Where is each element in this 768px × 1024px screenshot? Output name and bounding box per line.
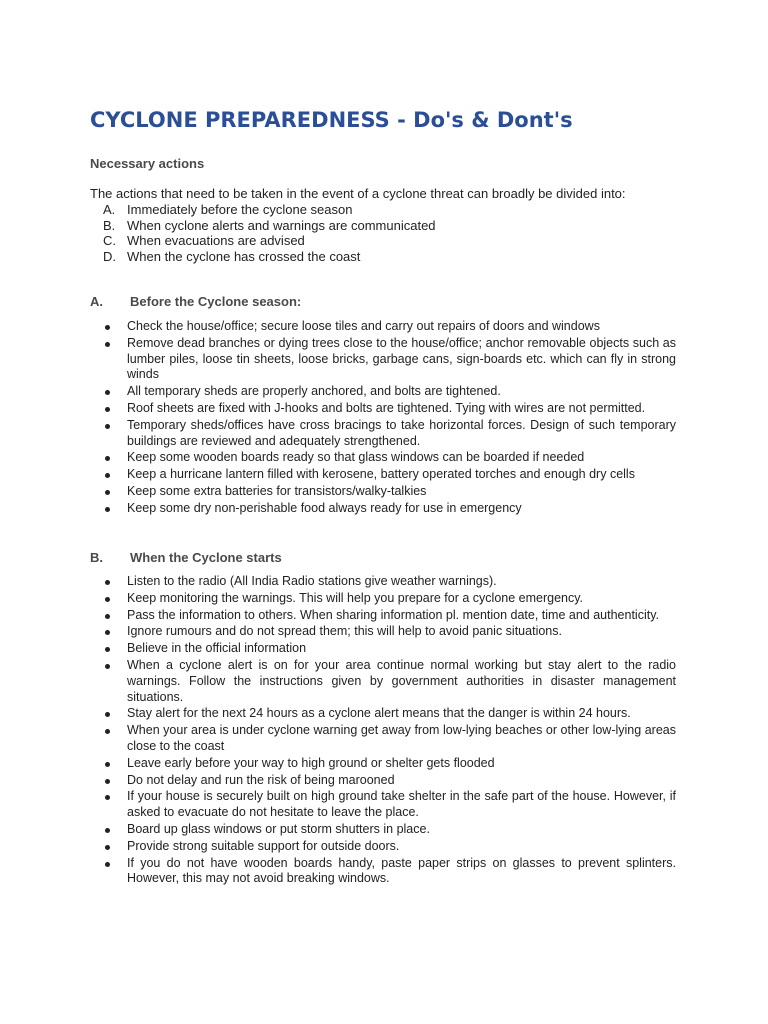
list-item: Remove dead branches or dying trees close to the house/office; anchor removable objects such as lumber piles, loose tin sheets, loose bricks, garbage cans, sign-boards etc. which can fly in strong winds [90, 336, 676, 383]
document-title: CYCLONE PREPAREDNESS - Do's & Dont's [90, 108, 573, 132]
bullet-icon [105, 828, 110, 833]
list-item: Temporary sheds/offices have cross bracings to take horizontal forces. Design of such temporary buildings are reviewed and adequately strengthened. [90, 418, 676, 450]
bullet-icon [105, 795, 110, 800]
bullet-icon [105, 845, 110, 850]
bullet-icon [105, 647, 110, 652]
bullet-icon [105, 712, 110, 717]
list-item: All temporary sheds are properly anchored, and bolts are tightened. [90, 384, 676, 400]
intro-paragraph: The actions that need to be taken in the event of a cyclone threat can broadly be divided into: [90, 186, 626, 201]
bullet-icon [105, 779, 110, 784]
bullet-icon [105, 456, 110, 461]
bullet-icon [105, 664, 110, 669]
bullet-icon [105, 862, 110, 867]
list-item: Roof sheets are fixed with J-hooks and bolts are tightened. Tying with wires are not permitted. [90, 401, 676, 417]
list-item: Do not delay and run the risk of being marooned [90, 773, 676, 789]
list-item: Board up glass windows or put storm shutters in place. [90, 822, 676, 838]
list-item: Believe in the official information [90, 641, 676, 657]
bullet-icon [105, 729, 110, 734]
bullet-icon [105, 630, 110, 635]
list-item: When your area is under cyclone warning get away from low-lying beaches or other low-lying areas close to the coast [90, 723, 676, 755]
bullet-icon [105, 490, 110, 495]
section-a-list [90, 319, 676, 518]
bullet-icon [105, 580, 110, 585]
list-item: Keep a hurricane lantern filled with kerosene, battery operated torches and enough dry cells [90, 467, 676, 483]
bullet-icon [105, 597, 110, 602]
phase-item: A. Immediately before the cyclone season [103, 202, 353, 217]
bullet-icon [105, 407, 110, 412]
bullet-icon [105, 325, 110, 330]
list-item: Listen to the radio (All India Radio stations give weather warnings). [90, 574, 676, 590]
bullet-icon [105, 473, 110, 478]
bullet-icon [105, 762, 110, 767]
list-item: If you do not have wooden boards handy, paste paper strips on glasses to prevent splinters. However, this may not avoid breaking windows. [90, 856, 676, 888]
section-b-list [90, 574, 676, 888]
bullet-icon [105, 342, 110, 347]
bullet-icon [105, 614, 110, 619]
phase-item: C. When evacuations are advised [103, 233, 305, 248]
phase-list [90, 202, 436, 264]
list-item: Ignore rumours and do not spread them; this will help to avoid panic situations. [90, 624, 676, 640]
list-item: Check the house/office; secure loose tiles and carry out repairs of doors and windows [90, 319, 676, 335]
section-b-heading: B. When the Cyclone starts [90, 550, 282, 565]
subheading: Necessary actions [90, 156, 205, 171]
list-item: Leave early before your way to high ground or shelter gets flooded [90, 756, 676, 772]
list-item: Keep some wooden boards ready so that glass windows can be boarded if needed [90, 450, 676, 466]
list-item: Keep some dry non-perishable food always ready for use in emergency [90, 501, 676, 517]
list-item: If your house is securely built on high ground take shelter in the safe part of the house. However, if asked to evacuate do not hesitate to leave the place. [90, 789, 676, 821]
list-item: Provide strong suitable support for outside doors. [90, 839, 676, 855]
list-item: Stay alert for the next 24 hours as a cyclone alert means that the danger is within 24 hours. [90, 706, 676, 722]
phase-item: B. When cyclone alerts and warnings are communicated [103, 217, 436, 233]
section-a-heading: A. Before the Cyclone season: [90, 294, 302, 309]
list-item: Pass the information to others. When sharing information pl. mention date, time and authenticity. [90, 608, 676, 624]
list-item: Keep monitoring the warnings. This will help you prepare for a cyclone emergency. [90, 591, 676, 607]
bullet-icon [105, 507, 110, 512]
bullet-icon [105, 390, 110, 395]
bullet-icon [105, 424, 110, 429]
list-item: Keep some extra batteries for transistors/walky-talkies [90, 484, 676, 500]
phase-item: D. When the cyclone has crossed the coast [103, 248, 361, 264]
list-item: When a cyclone alert is on for your area continue normal working but stay alert to the radio warnings. Follow the instructions given by government authorities in disaster management situations. [90, 658, 676, 705]
